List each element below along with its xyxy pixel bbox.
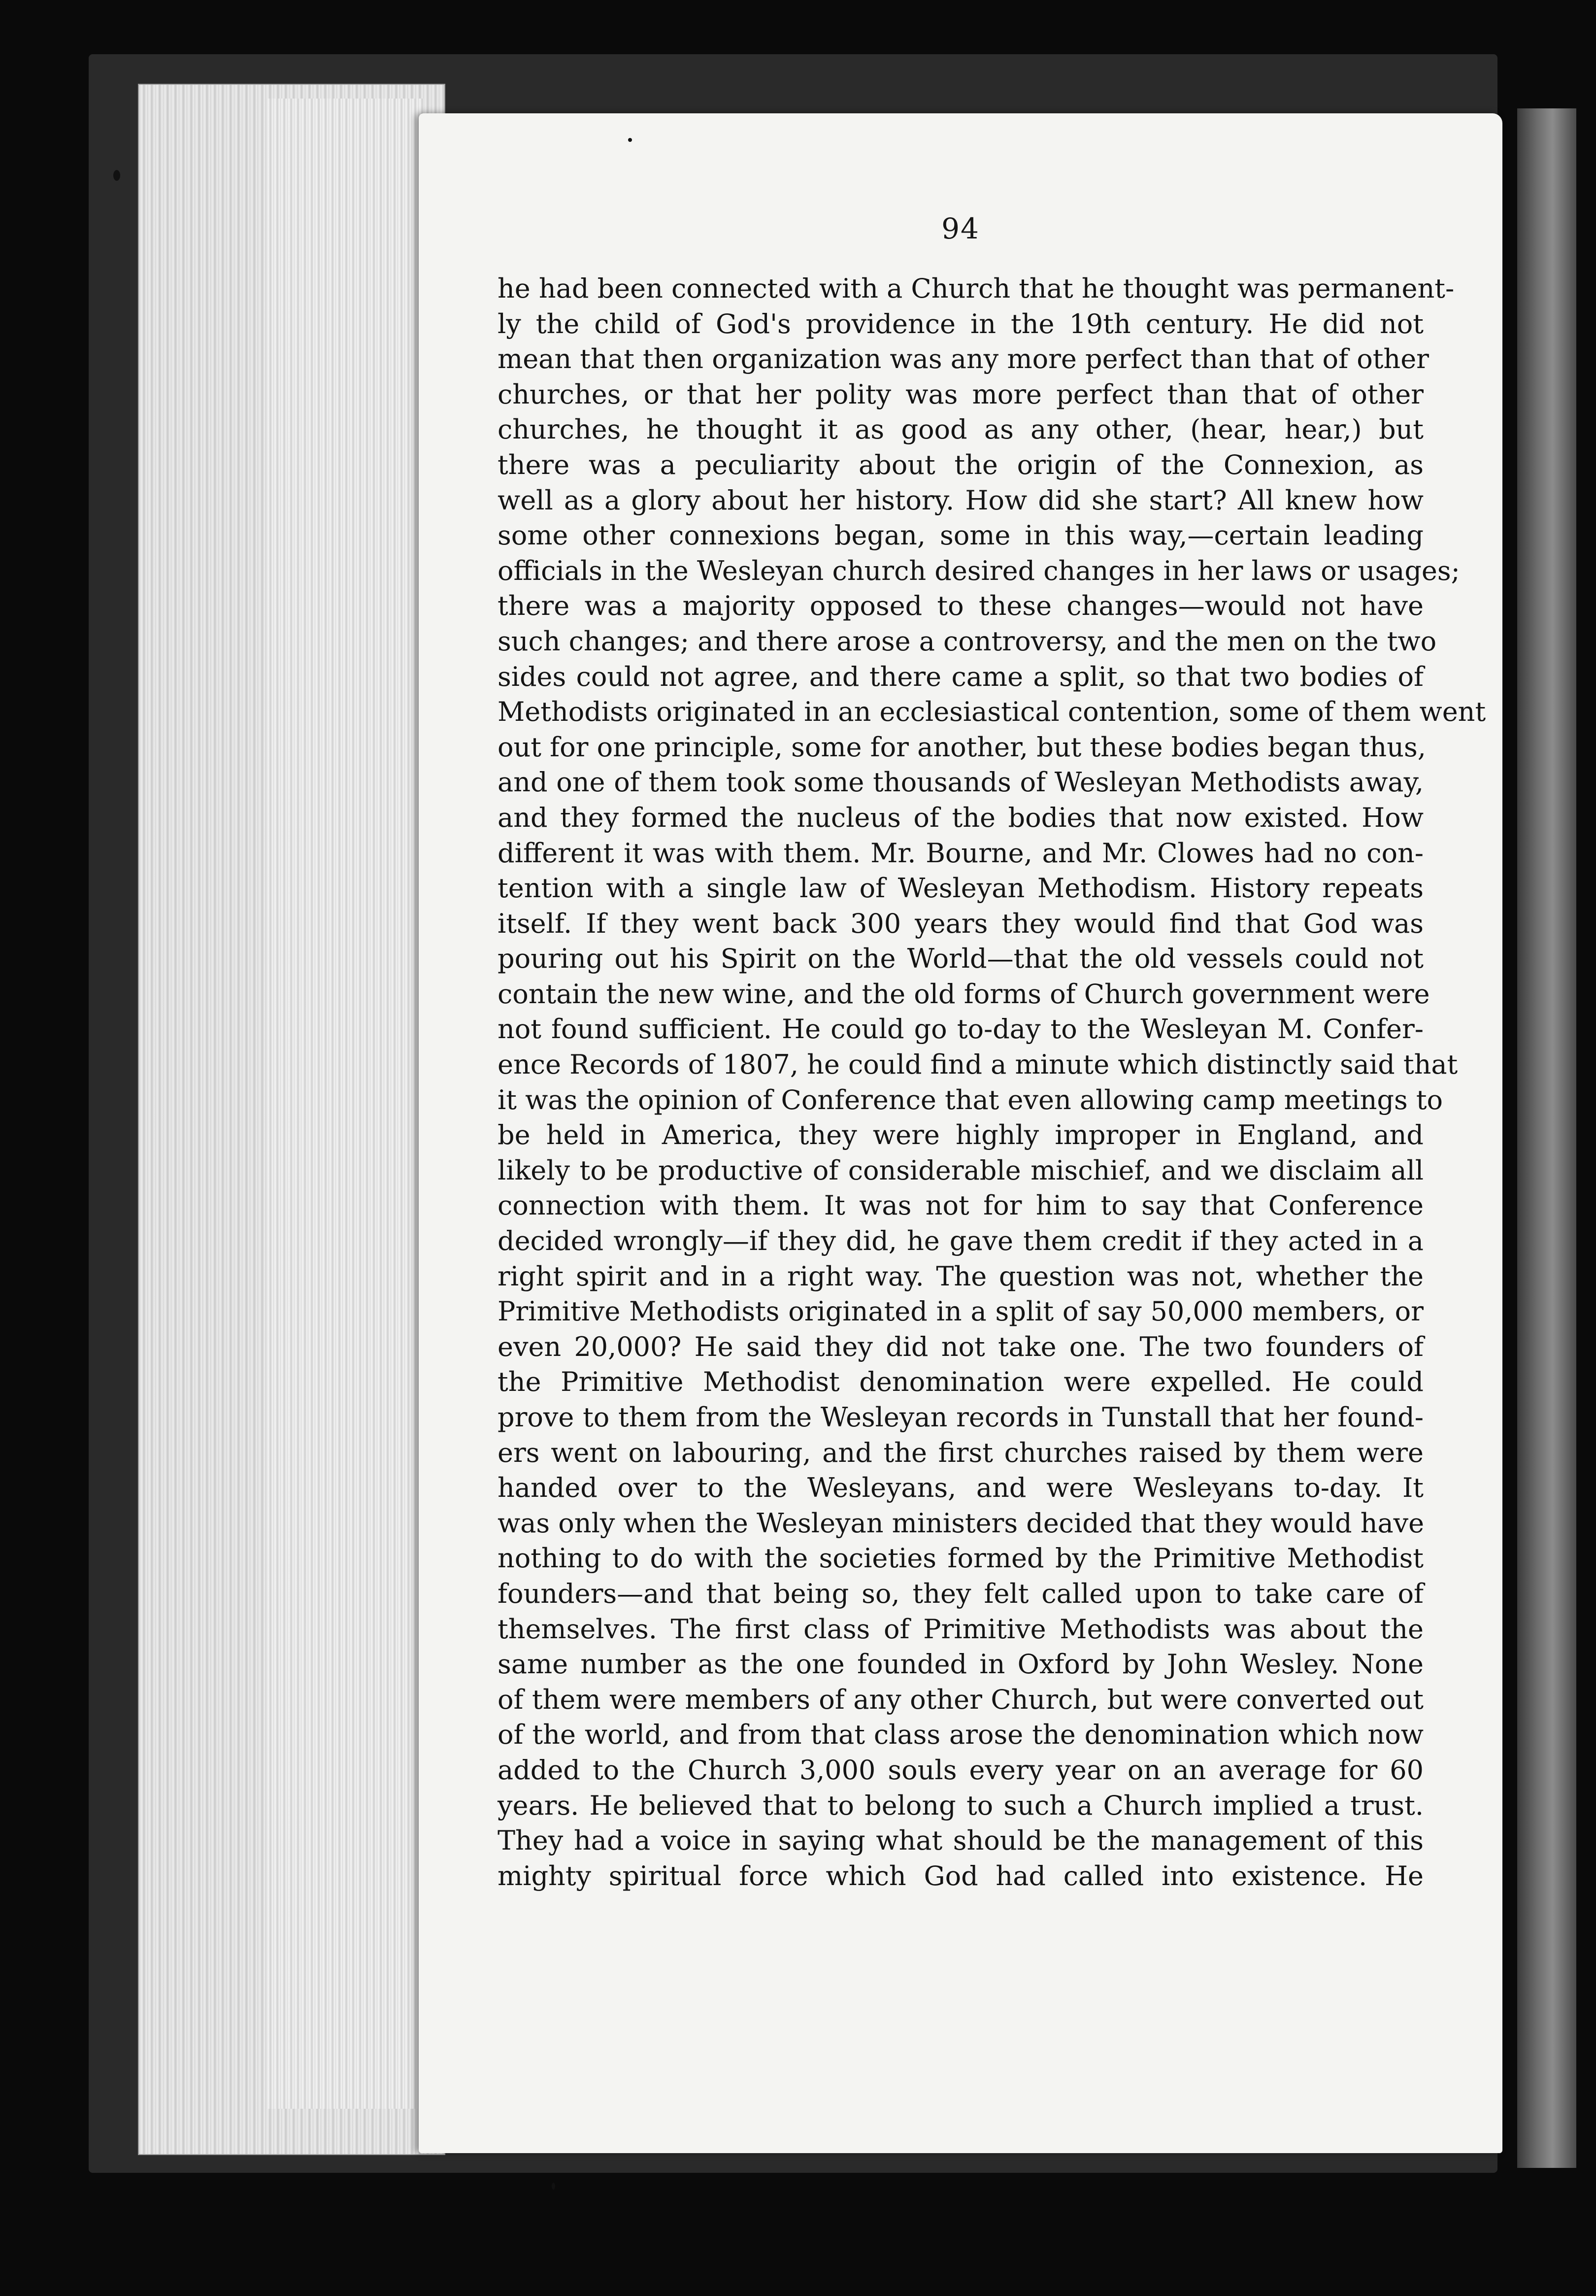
text-line: prove to them from the Wesleyan records in Tunstall that her found-	[498, 1402, 1424, 1433]
page-number: 94	[941, 212, 980, 245]
text-line: nothing to do with the societies formed by the Primitive Methodist	[498, 1543, 1424, 1574]
dust-speck	[628, 138, 632, 142]
text-line: the Primitive Methodist denomination were expelled. He could	[498, 1366, 1424, 1398]
text-line: likely to be productive of considerable mischief, and we disclaim all	[498, 1154, 1424, 1186]
text-line: it was the opinion of Conference that even allowing camp meetings to	[498, 1084, 1443, 1115]
text-line: churches, he thought it as good as any other, (hear, hear,) but	[498, 414, 1424, 445]
text-line: added to the Church 3,000 souls every year on an average for 60	[498, 1754, 1424, 1786]
page-text-body	[498, 271, 1486, 1893]
text-line: and one of them took some thousands of Wesleyan Methodists away,	[498, 767, 1424, 798]
text-line: officials in the Wesleyan church desired changes in her laws or usages;	[498, 555, 1460, 586]
text-line: not found sufficient. He could go to-day to the Wesleyan M. Confer-	[498, 1013, 1424, 1045]
text-line: some other connexions began, some in this way,—certain leading	[498, 520, 1424, 551]
text-line: themselves. The first class of Primitive Methodists was about the	[498, 1613, 1424, 1645]
text-line: sides could not agree, and there came a split, so that two bodies of	[498, 661, 1424, 692]
text-line: mean that then organization was any more perfect than that of other	[498, 343, 1429, 375]
text-line: well as a glory about her history. How did she start? All knew how	[498, 484, 1424, 516]
text-line: he had been connected with a Church that he thought was permanent-	[498, 273, 1455, 304]
dust-speck	[113, 170, 120, 181]
text-line: mighty spiritual force which God had called into existence. He	[498, 1860, 1424, 1891]
page-edges-inner	[266, 99, 424, 2109]
text-line: be held in America, they were highly improper in England, and	[498, 1119, 1424, 1151]
text-line: Methodists originated in an ecclesiastical contention, some of them went	[498, 696, 1486, 728]
text-line: handed over to the Wesleyans, and were Wesleyans to-day. It	[498, 1472, 1424, 1504]
text-line: connection with them. It was not for him to say that Conference	[498, 1190, 1424, 1221]
text-line: right spirit and in a right way. The question was not, whether the	[498, 1260, 1424, 1292]
book-page	[419, 113, 1502, 2153]
text-line: there was a peculiarity about the origin of the Connexion, as	[498, 449, 1424, 480]
text-line: contain the new wine, and the old forms of Church government were	[498, 978, 1430, 1010]
text-line: founders—and that being so, they felt called upon to take care of	[498, 1578, 1424, 1609]
text-line: of the world, and from that class arose the denomination which now	[498, 1719, 1424, 1751]
text-line: of them were members of any other Church, but were converted out	[498, 1684, 1424, 1715]
text-line: such changes; and there arose a controversy, and the men on the two	[498, 625, 1437, 657]
text-line: ence Records of 1807, he could find a minute which distinctly said that	[498, 1049, 1458, 1080]
book-spine-edge	[1517, 108, 1576, 2168]
text-line: different it was with them. Mr. Bourne, and Mr. Clowes had no con-	[498, 837, 1424, 869]
text-line: itself. If they went back 300 years they would find that God was	[498, 908, 1424, 939]
text-line: churches, or that her polity was more perfect than that of other	[498, 378, 1424, 410]
text-line: there was a majority opposed to these changes—would not have	[498, 590, 1424, 622]
text-line: Primitive Methodists originated in a split of say 50,000 members, or	[498, 1296, 1424, 1327]
text-line: even 20,000? He said they did not take one. The two founders of	[498, 1331, 1424, 1362]
text-line: decided wrongly—if they did, he gave them credit if they acted in a	[498, 1225, 1424, 1257]
text-line: ers went on labouring, and the first churches raised by them were	[498, 1437, 1424, 1468]
text-line: out for one principle, some for another, but these bodies began thus,	[498, 731, 1426, 763]
text-line: pouring out his Spirit on the World—that the old vessels could not	[498, 943, 1424, 975]
text-line: years. He believed that to belong to such a Church implied a trust.	[498, 1790, 1424, 1821]
text-line: and they formed the nucleus of the bodies that now existed. How	[498, 802, 1424, 833]
text-line: same number as the one founded in Oxford by John Wesley. None	[498, 1649, 1424, 1680]
text-line: tention with a single law of Wesleyan Methodism. History repeats	[498, 873, 1424, 904]
text-line: They had a voice in saying what should be the management of this	[498, 1825, 1424, 1857]
text-line: ly the child of God's providence in the 19th century. He did not	[498, 308, 1424, 339]
text-line: was only when the Wesleyan ministers decided that they would have	[498, 1507, 1425, 1539]
dust-speck	[552, 2183, 555, 2190]
